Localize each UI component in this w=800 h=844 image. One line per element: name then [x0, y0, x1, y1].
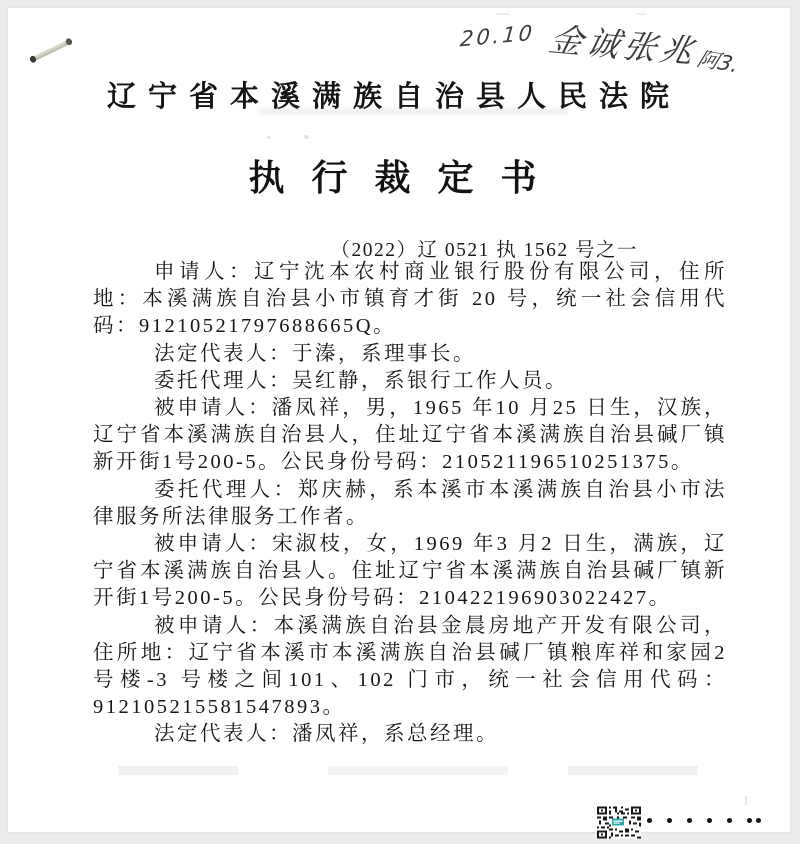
scan-speck — [304, 135, 309, 139]
paragraph-applicant: 申请人：辽宁沈本农村商业银行股份有限公司，住所地：本溪满族自治县小市镇育才街 20 号，统一社会信用代码：91210521797688665Q。 — [93, 261, 727, 338]
paragraph-agent: 委托代理人：吴红静，系银行工作人员。 — [154, 369, 568, 392]
paragraph-agent-2: 委托代理人：郑庆赫，系本溪市本溪满族自治县小市法律服务所法律服务工作者。 — [93, 478, 727, 528]
handwritten-signature: 金诚张兆 — [545, 19, 702, 72]
dot — [667, 818, 672, 823]
paragraph-respondent-1: 被申请人：潘凤祥，男，1965 年10 月25 日生，汉族，辽宁省本溪满族自治县人，住址辽宁省本溪满族自治县碱厂镇新开街1号200-5。公民身份号码：210521196510251375。 — [93, 397, 727, 474]
bleed-through — [328, 766, 508, 775]
dot — [727, 818, 732, 823]
dot — [747, 818, 752, 823]
dot — [707, 818, 712, 823]
scan-smudge — [258, 109, 568, 114]
document-page — [8, 8, 790, 832]
dot — [756, 818, 761, 823]
handwritten-date: 20.10 — [459, 20, 537, 52]
paragraph-legal-representative-2: 法定代表人：潘凤祥，系总经理。 — [154, 723, 499, 746]
staple-mark — [31, 39, 71, 62]
scan-tick — [745, 796, 747, 805]
paragraph-legal-representative: 法定代表人：于溱，系理事长。 — [154, 342, 476, 365]
scan-tick — [636, 13, 646, 15]
bleed-through — [118, 766, 238, 775]
scan-tick — [497, 13, 509, 15]
bleed-through — [568, 766, 698, 775]
paragraph-respondent-2: 被申请人：宋淑枝，女，1969 年3 月2 日生，满族，辽宁省本溪满族自治县人。住址辽宁省本溪满族自治县碱厂镇新开街1号200-5。公民身份号码：210422196903022427。 — [93, 533, 727, 610]
dot — [647, 818, 652, 823]
paragraph-respondent-3: 被申请人：本溪满族自治县金晨房地产开发有限公司，住所地：辽宁省本溪市本溪满族自治县碱厂镇粮库祥和家园2 号楼-3 号楼之间101、102 门市，统一社会信用代码：912105215581547893。 — [93, 614, 727, 719]
separator-dots — [647, 818, 761, 823]
case-number: （2022）辽 0521 执 1562 号之一 — [330, 240, 638, 261]
document-body — [93, 259, 727, 749]
qr-code-stamp-icon — [597, 806, 641, 839]
dot — [687, 818, 692, 823]
handwritten-signature-suffix: 阿3. — [694, 46, 743, 78]
court-name-heading: 辽宁省本溪满族自治县人民法院 — [106, 81, 681, 113]
scan-speck — [267, 136, 271, 139]
document-title: 执行裁定书 — [248, 158, 564, 198]
